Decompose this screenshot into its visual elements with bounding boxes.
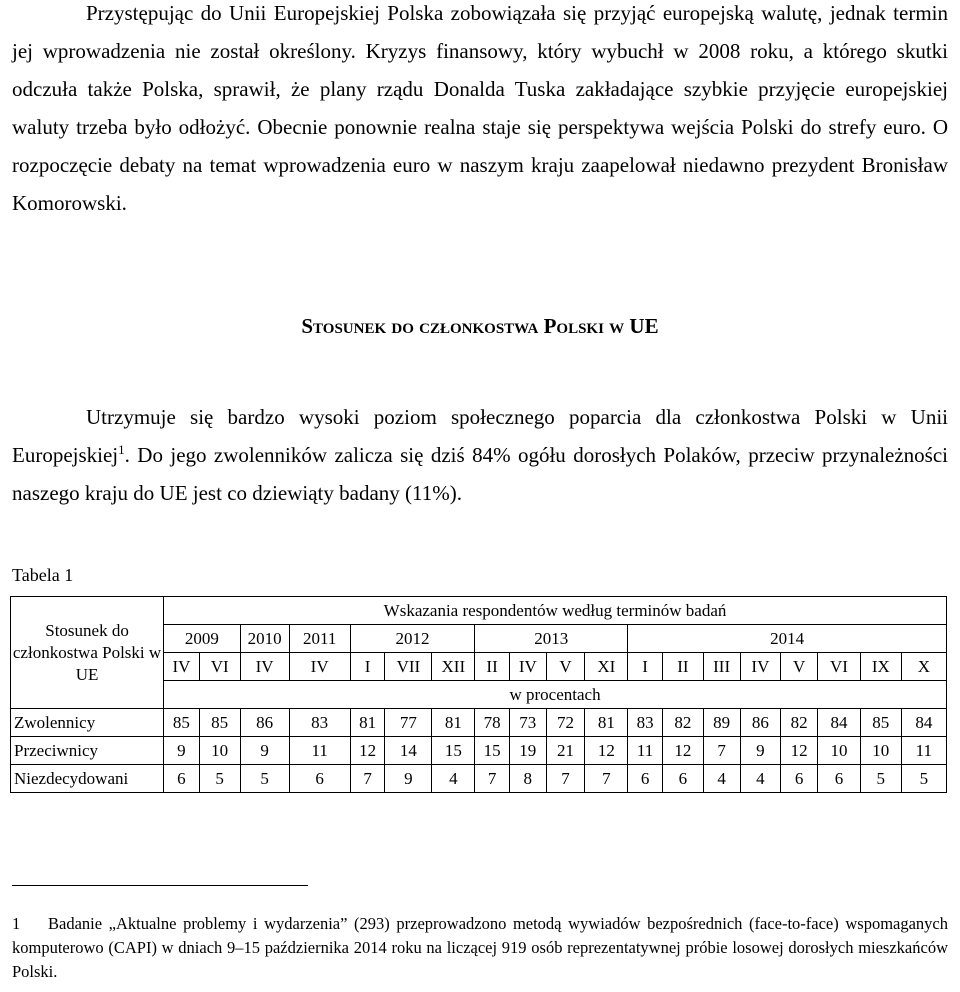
- table-cell: 84: [818, 709, 861, 737]
- table-cell: 83: [628, 709, 663, 737]
- table-cell: 85: [199, 709, 240, 737]
- table-cell: 6: [289, 765, 350, 793]
- row-label: Zwolennicy: [11, 709, 164, 737]
- footnote-reference[interactable]: 1: [118, 442, 125, 457]
- table-cell: 4: [703, 765, 740, 793]
- table-cell: 6: [662, 765, 703, 793]
- table-cell: 6: [781, 765, 818, 793]
- year-header: 2013: [475, 625, 628, 653]
- footnote-divider: [12, 885, 308, 886]
- month-header: V: [546, 653, 585, 681]
- table-stub-header: Stosunek do członkostwa Polski w UE: [11, 597, 164, 709]
- table-cell: 82: [781, 709, 818, 737]
- table-cell: 15: [432, 737, 475, 765]
- month-header: IX: [860, 653, 901, 681]
- year-header: 2012: [350, 625, 474, 653]
- table-cell: 19: [509, 737, 546, 765]
- table-cell: 14: [385, 737, 432, 765]
- table-cell: 84: [901, 709, 946, 737]
- year-header: 2009: [164, 625, 241, 653]
- table-group-header: Wskazania respondentów według terminów badań: [164, 597, 947, 625]
- table-cell: 9: [385, 765, 432, 793]
- table-cell: 7: [585, 765, 628, 793]
- table-cell: 89: [703, 709, 740, 737]
- table-cell: 10: [818, 737, 861, 765]
- table-cell: 10: [860, 737, 901, 765]
- table-cell: 9: [164, 737, 200, 765]
- month-header: IV: [164, 653, 200, 681]
- table-cell: 82: [662, 709, 703, 737]
- table-cell: 9: [740, 737, 781, 765]
- table-cell: 7: [475, 765, 510, 793]
- table-unit-label: w procentach: [164, 681, 947, 709]
- month-header: I: [628, 653, 663, 681]
- row-label: Przeciwnicy: [11, 737, 164, 765]
- table-cell: 12: [585, 737, 628, 765]
- table-cell: 21: [546, 737, 585, 765]
- table-cell: 83: [289, 709, 350, 737]
- table-header-row-group: [11, 597, 947, 625]
- table-cell: 9: [240, 737, 289, 765]
- support-text-part2: . Do jego zwolenników zalicza się dziś 84% ogółu dorosłych Polaków, przeciw przynależności naszego kraju do UE jest co dziewiąty badany (11%).: [12, 443, 948, 505]
- table-cell: 6: [628, 765, 663, 793]
- table-cell: 73: [509, 709, 546, 737]
- table-cell: 85: [164, 709, 200, 737]
- table-cell: 78: [475, 709, 510, 737]
- table-cell: 4: [740, 765, 781, 793]
- table-cell: 5: [860, 765, 901, 793]
- month-header: IV: [740, 653, 781, 681]
- table-cell: 86: [240, 709, 289, 737]
- table-cell: 85: [860, 709, 901, 737]
- footnote-marker: 1: [12, 914, 21, 933]
- table-cell: 72: [546, 709, 585, 737]
- month-header: IV: [509, 653, 546, 681]
- table-cell: 8: [509, 765, 546, 793]
- year-header: 2010: [240, 625, 289, 653]
- intro-paragraph: [12, 0, 948, 222]
- table-cell: 10: [199, 737, 240, 765]
- table-cell: 81: [432, 709, 475, 737]
- month-header: VII: [385, 653, 432, 681]
- table-cell: 12: [781, 737, 818, 765]
- table-cell: 7: [703, 737, 740, 765]
- table-cell: 12: [662, 737, 703, 765]
- table-cell: 11: [901, 737, 946, 765]
- section-heading: Stosunek do członkostwa Polski w UE: [301, 314, 659, 338]
- table-cell: 7: [350, 765, 385, 793]
- row-label: Niezdecydowani: [11, 765, 164, 793]
- month-header: VI: [818, 653, 861, 681]
- support-paragraph: [12, 398, 948, 512]
- month-header: VI: [199, 653, 240, 681]
- table-cell: 6: [164, 765, 200, 793]
- month-header: IV: [240, 653, 289, 681]
- table-cell: 6: [818, 765, 861, 793]
- table-cell: 7: [546, 765, 585, 793]
- survey-table: [10, 596, 947, 793]
- table-row: [11, 765, 947, 793]
- month-header: IV: [289, 653, 350, 681]
- month-header: II: [662, 653, 703, 681]
- footnote: [12, 912, 948, 984]
- table-cell: 11: [289, 737, 350, 765]
- table-cell: 81: [350, 709, 385, 737]
- table-cell: 5: [901, 765, 946, 793]
- month-header: XI: [585, 653, 628, 681]
- table-cell: 81: [585, 709, 628, 737]
- table-cell: 12: [350, 737, 385, 765]
- intro-text: Przystępując do Unii Europejskiej Polska zobowiązała się przyjąć europejską walutę, jednak termin jej wprowadzenia nie został określony. Kryzys finansowy, który wybuchł w 2008 roku, a którego skutki odczuła także Polska, sprawił, że plany rządu Donalda Tuska zakładające szybkie przyjęcie europejskiej waluty trzeba było odłożyć. Obecnie ponownie realna staje się perspektywa wejścia Polski do strefy euro. O rozpoczęcie debaty na temat wprowadzenia euro w naszym kraju zaapelował niedawno prezydent Bronisław Komorowski.: [12, 1, 948, 215]
- table-row: [11, 709, 947, 737]
- table-cell: 5: [199, 765, 240, 793]
- table-cell: 4: [432, 765, 475, 793]
- year-header: 2011: [289, 625, 350, 653]
- month-header: I: [350, 653, 385, 681]
- table-cell: 11: [628, 737, 663, 765]
- table-caption: Tabela 1: [12, 565, 74, 585]
- month-header: II: [475, 653, 510, 681]
- month-header: XII: [432, 653, 475, 681]
- footnote-text: Badanie „Aktualne problemy i wydarzenia” (293) przeprowadzono metodą wywiadów bezpośrednich (face-to-face) wspomaganych komputerowo (CAPI) w dniach 9–15 października 2014 roku na liczącej 919 osób reprezentatywnej próbie losowej dorosłych mieszkańców Polski.: [12, 914, 948, 981]
- year-header: 2014: [628, 625, 947, 653]
- table-cell: 77: [385, 709, 432, 737]
- table-cell: 86: [740, 709, 781, 737]
- table-row: [11, 737, 947, 765]
- month-header: V: [781, 653, 818, 681]
- month-header: X: [901, 653, 946, 681]
- support-text-part1: Utrzymuje się bardzo wysoki poziom społecznego poparcia dla członkostwa Polski w Unii Europejskiej: [12, 405, 948, 467]
- month-header: III: [703, 653, 740, 681]
- table-cell: 5: [240, 765, 289, 793]
- table-cell: 15: [475, 737, 510, 765]
